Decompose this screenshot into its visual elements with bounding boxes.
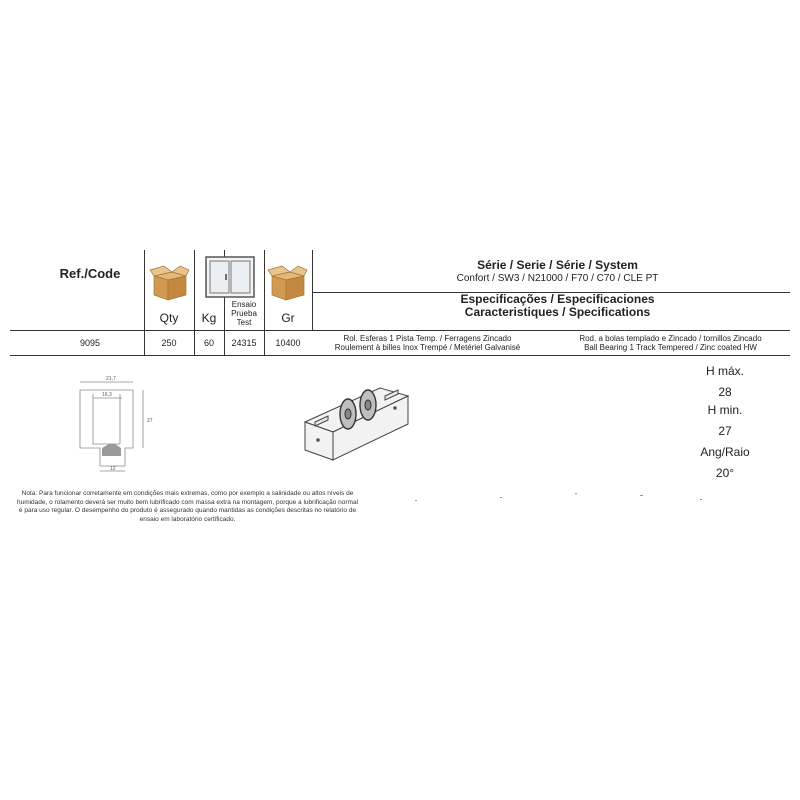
dim-top-label: 21,7 [106,376,116,382]
angle-label: Ang/Raio [700,445,750,459]
table-row-divider [10,330,790,331]
row-spec-left [305,334,550,352]
h-max-label: H máx. [705,364,744,378]
row-gr: 10400 [275,338,301,348]
dim-bottom-label: 12 [110,466,116,472]
col-divider-5 [312,250,313,330]
series-list: Confort / SW3 / N21000 / F70 / C70 / CLE PT [456,273,659,284]
row-kg: 60 [203,338,214,348]
spec-right-line2: Ball Bearing 1 Track Tempered / Zinc coated HW [584,343,757,352]
footnote: Nota: Para funcionar corretamente em condições mais extremas, como por exemplo a salinidade ou altos níveis de humidade, o rolamento deverá ser muito bem lubrificado com massa extra na montagem, porque a lubrificação normal é para uso regular. O desempenho do produto é assegurado quando mantidas as condições descritas no relatório de ensaio em laboratório certificado. [16,490,359,523]
h-min-label: H min. [707,403,743,417]
scan-speck [640,495,643,496]
test-header [224,300,264,327]
ref-code-header: Ref./Code [59,266,121,281]
row-qty: 250 [161,338,177,348]
row-code: 9095 [79,338,101,348]
dim-inner-label: 16,3 [102,392,112,398]
scan-speck [700,499,702,500]
row-spec-right [548,334,793,352]
row-test: 24315 [231,338,257,348]
test-header-line1: Ensaio [231,300,257,309]
kg-header: Kg [201,311,217,325]
spec-right-line1: Rod. a bolas templado e Zincado / tornillos Zincado [579,334,762,343]
spec-title [315,293,800,319]
box-icon [148,262,190,302]
test-header-line3: Test [236,318,252,327]
table-bottom-border [10,355,790,356]
spec-left-line1: Rol. Esferas 1 Pista Temp. / Ferragens Zincado [343,334,512,343]
spec-left-line2: Roulement à billes Inox Trempé / Metériel Galvanisé [334,343,521,352]
test-header-line2: Prueba [231,309,257,318]
series-title: Série / Serie / Série / System [477,258,638,272]
spec-title-line1: Especificações / Especificaciones [460,292,655,306]
h-min-value: 27 [718,424,732,438]
box-icon-gr [266,262,308,302]
angle-value: 20° [715,466,735,480]
h-max-value: 28 [718,385,732,399]
scan-speck [415,500,417,501]
spec-title-line2: Caracteristiques / Specifications [464,305,651,319]
gr-header: Gr [281,311,295,325]
scan-speck [575,493,577,494]
technical-drawing [75,372,155,472]
dim-side-label: 27 [147,418,153,424]
scan-speck [500,497,502,498]
window-icon [205,256,255,298]
roller-product-image [300,378,415,463]
qty-header: Qty [159,311,179,325]
